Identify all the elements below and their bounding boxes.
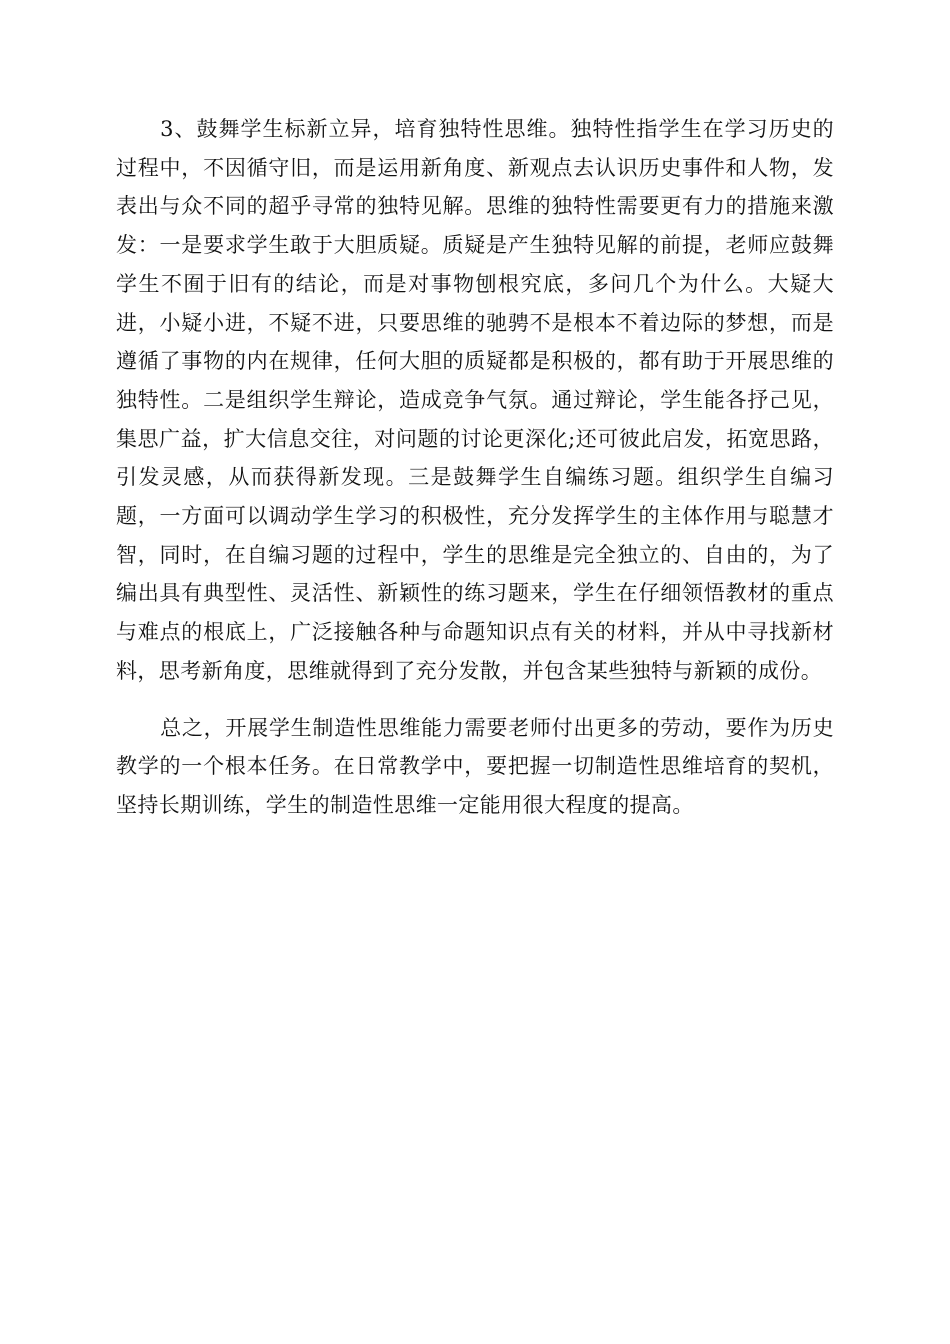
paragraph-fostering-unique-thinking: 3、鼓舞学生标新立异，培育独特性思维。独特性指学生在学习历史的过程中，不因循守旧，而是运用新角度、新观点去认识历史事件和人物，发表出与众不同的超乎寻常的独特见解。思维的独特性需要更有力的措施来激发：一是要求学生敢于大胆质疑。质疑是产生独特见解的前提，老师应鼓舞学生不囿于旧有的结论，而是对事物刨根究底，多问几个为什么。大疑大进，小疑小进，不疑不进，只要思维的驰骋不是根本不着边际的梦想，而是遵循了事物的内在规律，任何大胆的质疑都是积极的，都有助于开展思维的独特性。二是组织学生辩论，造成竞争气氛。通过辩论，学生能各抒己见，集思广益，扩大信息交往，对问题的讨论更深化;还可彼此启发，拓宽思路，引发灵感，从而获得新发现。三是鼓舞学生自编练习题。组织学生自编习题，一方面可以调动学生学习的积极性，充分发挥学生的主体作用与聪慧才智，同时，在自编习题的过程中，学生的思维是完全独立的、自由的，为了编出具有典型性、灵活性、新颖性的练习题来，学生在仔细领悟教材的重点与难点的根底上，广泛接触各种与命题知识点有关的材料，并从中寻找新材料，思考新角度，思维就得到了充分发散，并包含某些独特与新颖的成份。	[116, 117, 834, 683]
paragraph-conclusion: 总之，开展学生制造性思维能力需要老师付出更多的劳动，要作为历史教学的一个根本任务。在日常教学中，要把握一切制造性思维培育的契机，坚持长期训练，学生的制造性思维一定能用很大程度的提高。	[116, 715, 834, 817]
document-body	[116, 110, 834, 843]
